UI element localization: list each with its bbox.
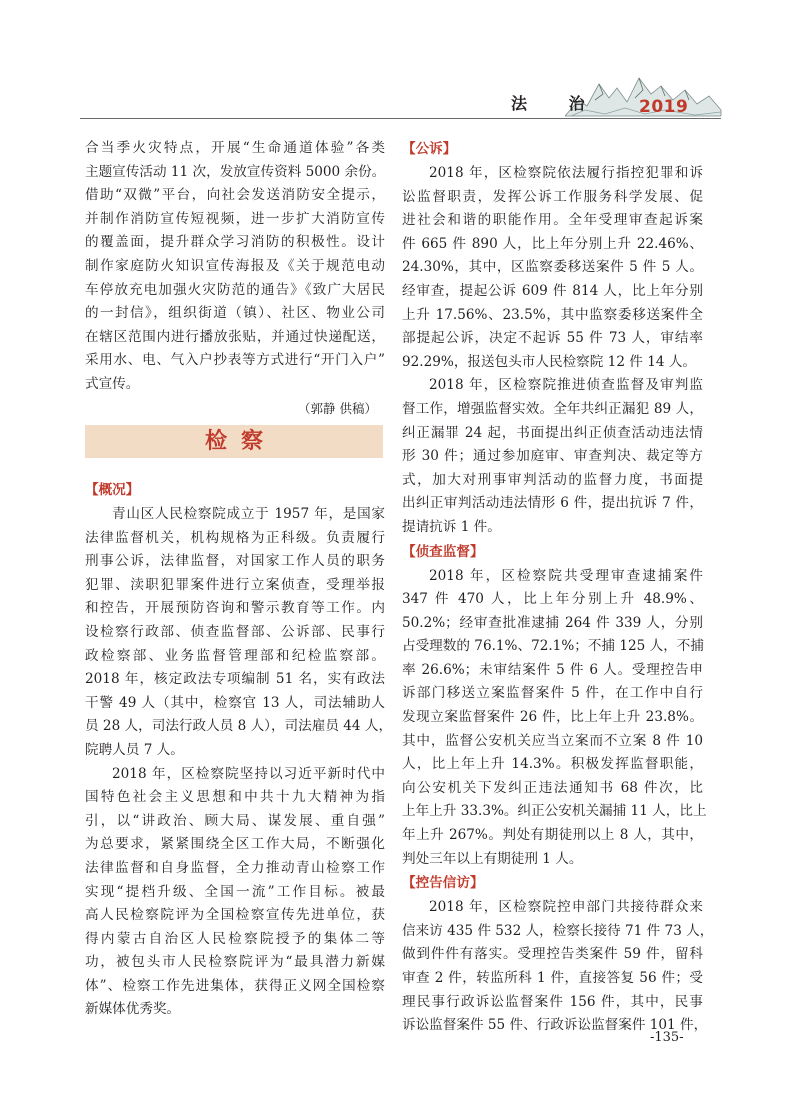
left-column-overview [85,478,393,1022]
text-line: 率 26.6%；未审结案件 5 件 6 人。受理控告申 [402,661,703,678]
text-line: 青山区人民检察院成立于 1957 年，是国家 [112,506,385,522]
text-line: 上年上升 33.3%。纠正公安机关漏捕 11 人，比上 [402,803,707,820]
text-line: 2018 年，区检察院推进侦查监督及审判监 [429,377,703,394]
text-line: 人，比上年上升 14.3%。积极发挥监督职能， [402,756,703,773]
text-line: 判处三年以上有期徒刑 1 人。 [402,850,583,867]
text-line: 讼监督职责，发挥公诉工作服务科学发展、促 [402,188,703,205]
text-line: 其中，监督公安机关应当立案而不立案 8 件 10 [402,732,703,749]
text-line: 2018 年，区检察院控申部门共接待群众来 [429,899,703,916]
text-line: 占受理数的 76.1%、72.1%；不捕 125 人，不捕 [402,638,704,655]
text-line: 设检察行政部、侦查监督部、公诉部、民事行 [85,623,385,640]
text-line: 主题宣传活动 11 次，发放宣传资料 5000 余份。 [85,163,386,180]
text-line: 上升 17.56%、23.5%，其中监察委移送案件全 [402,306,703,323]
text-line: 2018 年，区检察院坚持以习近平新时代中 [112,765,385,782]
text-line: 干警 49 人（其中，检察官 13 人，司法辅助人 [85,694,385,711]
page-number: -135- [650,1030,684,1045]
text-line: 50.2%；经审查批准逮捕 264 件 339 人，分别 [402,614,703,631]
text-line: 高人民检察院评为全国检察宣传先进单位，获 [85,907,385,924]
prosecution-heading: 【公诉】 [402,141,457,157]
text-line: 经审查，提起公诉 609 件 814 人，比上年分别 [402,282,703,299]
text-line: 国特色社会主义思想和中共十九大精神为指 [85,789,385,806]
text-line: 刑事公诉，法律监督，对国家工作人员的职务 [85,553,385,570]
text-line: 形 30 件；通过参加庭审、审查判决、裁定等方 [402,448,703,465]
text-line: 和控告，开展预防咨询和警示教育等工作。内 [85,600,385,617]
text-line: 新媒体优秀奖。 [85,1001,181,1018]
text-line: 犯罪、渎职犯罪案件进行立案侦查，受理举报 [85,576,385,593]
text-line: 员 28 人，司法行政人员 8 人），司法雇员 44 人， [85,718,393,735]
text-line: 式宣传。 [85,375,140,392]
text-line: 向公安机关下发纠正违法通知书 68 件次，比 [402,779,703,796]
text-line: 24.30%，其中，区监察委移送案件 5 件 5 人。 [402,259,703,276]
text-line: 借助“双微”平台，向社会发送消防安全提示， [85,187,385,204]
text-line: 2018 年，核定政法专项编制 51 名，实有政法 [85,671,385,688]
text-line: 实现“提档升级、全国一流”工作目标。被最 [85,883,385,900]
text-line: 式，加大对刑事审判活动的监督力度，书面提 [402,471,703,488]
text-line: 法律监督机关，机构规格为正科级。负责履行 [85,529,385,546]
text-line: 督工作，增强监督实效。全年共纠正漏犯 89 人， [402,400,703,417]
overview-heading: 【概况】 [85,482,140,498]
text-line: 采用水、电、气入户抄表等方式进行“开门入户” [85,352,385,369]
text-line: 件 665 件 890 人，比上年分别上升 22.46%、 [402,235,703,252]
text-line: 政检察部、业务监督管理部和纪检监察部。 [85,647,385,664]
text-line: 的一封信》，组织街道（镇）、社区、物业公司 [85,305,385,322]
section-title: 检察 [204,429,277,454]
text-line: 制作家庭防火知识宣传海报及《关于规范电动 [85,257,385,274]
page-header [0,0,804,125]
text-line: 347 件 470 人，比上年分别上升 48.9%、 [402,591,703,608]
text-line: 功，被包头市人民检察院评为“最具潜力新媒 [85,954,385,971]
text-line: 信来访 435 件 532 人，检察长接待 71 件 73 人， [402,922,714,939]
text-line: 院聘人员 7 人。 [85,741,184,758]
text-line: 年上升 267%。判处有期徒刑以上 8 人，其中， [402,827,703,844]
byline: （郭静 供稿） [298,400,377,416]
text-line: 2018 年，区检察院共受理审查逮捕案件 [429,567,703,584]
text-line: 得内蒙古自治区人民检察院授予的集体二等 [85,930,385,947]
text-line: 出纠正审判活动违法情形 6 件，提出抗诉 7 件， [402,495,703,512]
text-line: 诉部门移送立案监督案件 5 件，在工作中自行 [402,685,703,702]
header-title: 法 治 [511,94,603,113]
text-line: 92.29%，报送包头市人民检察院 12 件 14 人。 [402,353,697,370]
text-line: 发现立案监督案件 26 件，比上年上升 23.8%。 [402,709,703,726]
text-line: 为总要求，紧紧围绕全区工作大局，不断强化 [85,836,385,853]
complaint-heading: 【控告信访】 [402,875,484,892]
text-line: 进社会和谐的职能作用。全年受理审查起诉案 [402,212,703,229]
text-line: 审查 2 件，转监所科 1 件，直接答复 56 件；受 [402,970,703,986]
section-title-banner [85,425,383,458]
text-line: 诉讼监督案件 55 件、行政诉讼监督案件 101 件， [402,1017,708,1034]
text-line: 引，以“讲政治、顾大局、谋发展、重自强” [85,812,385,829]
text-line: 理民事行政诉讼监督案件 156 件，其中，民事 [402,993,703,1010]
text-line: 提请抗诉 1 件。 [402,518,501,535]
text-line: 车停放充电加强火灾防范的通告》《致广大居民 [85,281,385,298]
text-line: 体”、检察工作先进集体，获得正义网全国检察 [85,977,385,994]
text-line: 合当季火灾特点，开展“生命通道体验”各类 [85,140,385,156]
text-line: 并制作消防宣传短视频，进一步扩大消防宣传 [85,210,385,227]
left-column [85,137,385,420]
text-line: 在辖区范围内进行播放张贴，并通过快递配送， [85,328,385,345]
text-line: 的覆盖面，提升群众学习消防的积极性。设计 [85,234,385,251]
right-column [402,137,714,1038]
header-rule [80,118,721,119]
text-line: 部提起公诉，决定不起诉 55 件 73 人，审结率 [402,330,703,347]
text-line: 做到件件有落实。受理控告类案件 59 件，留科 [402,946,703,963]
text-line: 2018 年，区检察院依法履行指控犯罪和诉 [429,165,703,181]
text-line: 法律监督和自身监督，全力推动青山检察工作 [85,859,385,876]
text-line: 纠正漏罪 24 起，书面提出纠正侦查活动违法情 [402,424,703,441]
investigation-heading: 【侦查监督】 [402,543,484,560]
header-year: 2019 [639,97,689,117]
